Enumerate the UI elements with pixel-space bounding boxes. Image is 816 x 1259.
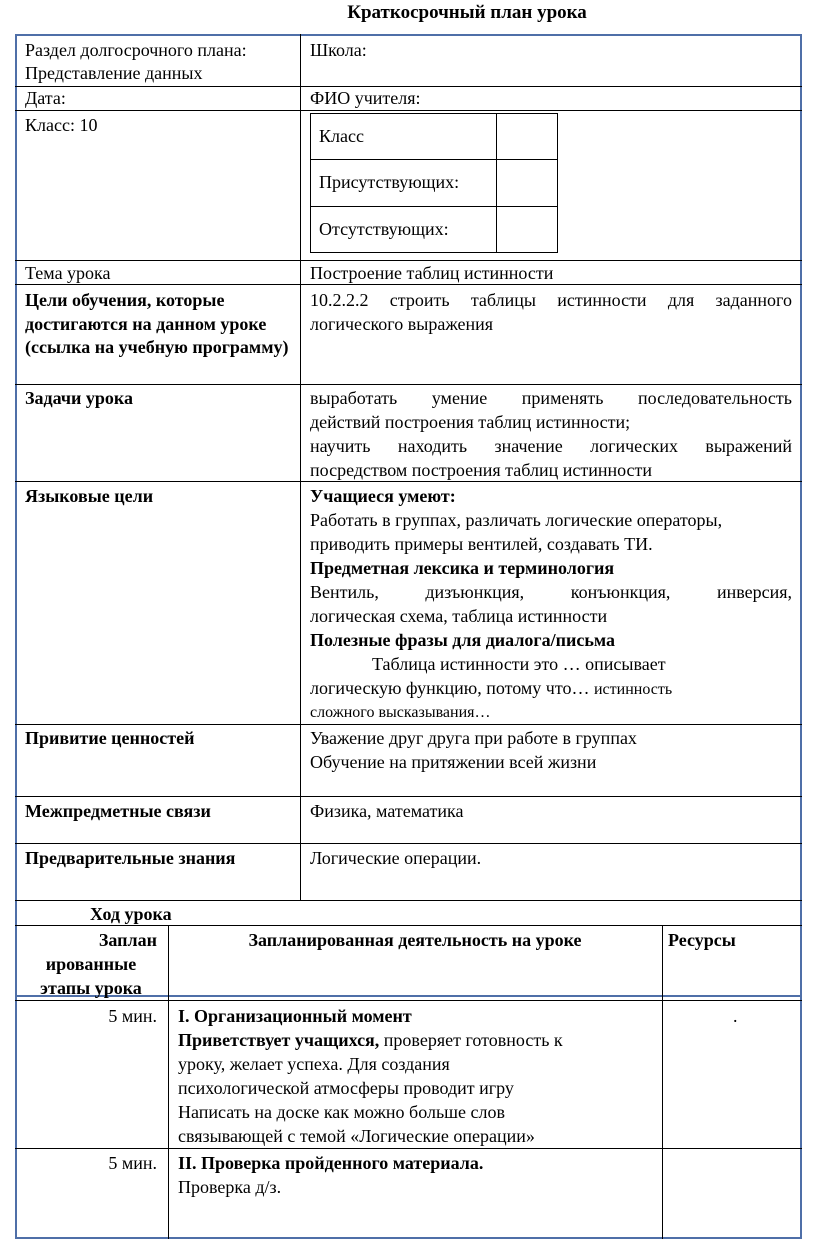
phrases-line: сложного высказывания… bbox=[310, 704, 491, 721]
students-can-line: Работать в группах, различать логические операторы, bbox=[310, 510, 723, 530]
lesson-course-heading: Ход урока bbox=[90, 904, 172, 924]
stage-activity-line: связывающей с темой «Логические операции» bbox=[178, 1126, 535, 1146]
teacher-label: ФИО учителя: bbox=[310, 88, 421, 108]
stage-activity-line: психологической атмосферы проводит игру bbox=[178, 1078, 514, 1098]
row-divider bbox=[15, 843, 802, 844]
class-label: Класс: 10 bbox=[25, 115, 98, 135]
values-label: Привитие ценностей bbox=[25, 728, 195, 748]
tasks-line: выработать умение применять последовательность bbox=[310, 388, 792, 408]
resources-column-header: Ресурсы bbox=[668, 930, 736, 950]
goals-line: логического выражения bbox=[310, 314, 494, 334]
stage-column-header: этапы урока bbox=[40, 978, 142, 998]
stage-column-header: Заплан bbox=[98, 930, 157, 950]
stage-time: 5 мин. bbox=[108, 1006, 157, 1026]
row-divider bbox=[15, 384, 802, 385]
school-label: Школа: bbox=[310, 40, 367, 60]
stage-activity-line: Проверка д/з. bbox=[178, 1177, 282, 1197]
row-divider bbox=[15, 900, 802, 901]
stage-resource: . bbox=[733, 1006, 738, 1026]
date-label: Дата: bbox=[25, 88, 66, 108]
prior-knowledge-label: Предварительные знания bbox=[25, 848, 236, 868]
values-line: Обучение на притяжении всей жизни bbox=[310, 752, 597, 772]
stage-title: II. Проверка пройденного материала. bbox=[178, 1153, 484, 1173]
section-value: Представление данных bbox=[25, 63, 203, 83]
attendance-absent: Отсутствующих: bbox=[311, 206, 497, 252]
stage-activity-line: уроку, желает успеха. Для создания bbox=[178, 1054, 450, 1074]
attendance-class-value bbox=[497, 114, 558, 160]
stage-activity-line bbox=[178, 1029, 563, 1053]
phrases-line-part: истинность bbox=[593, 681, 673, 698]
stage-activity-emphasis: Приветствует учащихся, bbox=[178, 1030, 380, 1050]
attendance-present-value bbox=[497, 160, 558, 206]
attendance-absent-value bbox=[497, 206, 558, 252]
language-goals-label: Языковые цели bbox=[25, 486, 154, 506]
row-divider bbox=[15, 260, 802, 261]
tasks-label: Задачи урока bbox=[25, 388, 134, 408]
prior-knowledge-value: Логические операции. bbox=[310, 848, 482, 868]
activity-column-header: Запланированная деятельность на уроке bbox=[248, 930, 582, 950]
stage-activity-text: проверяет готовность к bbox=[379, 1030, 563, 1050]
phrases-heading: Полезные фразы для диалога/письма bbox=[310, 630, 615, 650]
students-can-heading: Учащиеся умеют: bbox=[310, 486, 456, 506]
stage-column-header: ированные bbox=[45, 954, 137, 974]
topic-value: Построение таблиц истинности bbox=[310, 263, 554, 283]
column-divider bbox=[662, 925, 663, 1239]
goals-label: Цели обучения, которые достигаются на данном уроке (ссылка на учебную программу) bbox=[25, 290, 289, 357]
row-divider bbox=[15, 796, 802, 797]
column-divider bbox=[300, 34, 301, 900]
tasks-line: действий построения таблиц истинности; bbox=[310, 412, 631, 432]
phrases-line: Таблица истинности это … описывает bbox=[372, 654, 666, 674]
vocabulary-heading: Предметная лексика и терминология bbox=[310, 558, 615, 578]
interdisciplinary-value: Физика, математика bbox=[310, 801, 464, 821]
vocabulary-line: логическая схема, таблица истинности bbox=[310, 606, 608, 626]
values-line: Уважение друг друга при работе в группах bbox=[310, 728, 637, 748]
attendance-table bbox=[310, 113, 558, 253]
phrases-line-part: логическую функцию, потому что… bbox=[310, 678, 594, 698]
tasks-line: научить находить значение логических выражений bbox=[310, 436, 792, 456]
goals-line: 10.2.2.2 строить таблицы истинности для заданного bbox=[310, 290, 792, 310]
topic-label: Тема урока bbox=[25, 263, 111, 283]
stage-title: I. Организационный момент bbox=[178, 1006, 412, 1026]
students-can-line: приводить примеры вентилей, создавать ТИ. bbox=[310, 534, 653, 554]
interdisciplinary-label: Межпредметные связи bbox=[25, 801, 211, 821]
stage-activity-line: Написать на доске как можно больше слов bbox=[178, 1102, 505, 1122]
attendance-present: Присутствующих: bbox=[311, 160, 497, 206]
section-label: Раздел долгосрочного плана: bbox=[25, 40, 247, 60]
column-divider bbox=[168, 925, 169, 1239]
vocabulary-line: Вентиль, дизъюнкция, конъюнкция, инверсия, bbox=[310, 582, 792, 602]
attendance-class: Класс bbox=[311, 114, 497, 160]
stage-time: 5 мин. bbox=[108, 1153, 157, 1173]
tasks-line: посредством построения таблиц истинности bbox=[310, 460, 653, 480]
page-title: Краткосрочный план урока bbox=[347, 2, 587, 23]
phrases-line bbox=[310, 677, 672, 702]
